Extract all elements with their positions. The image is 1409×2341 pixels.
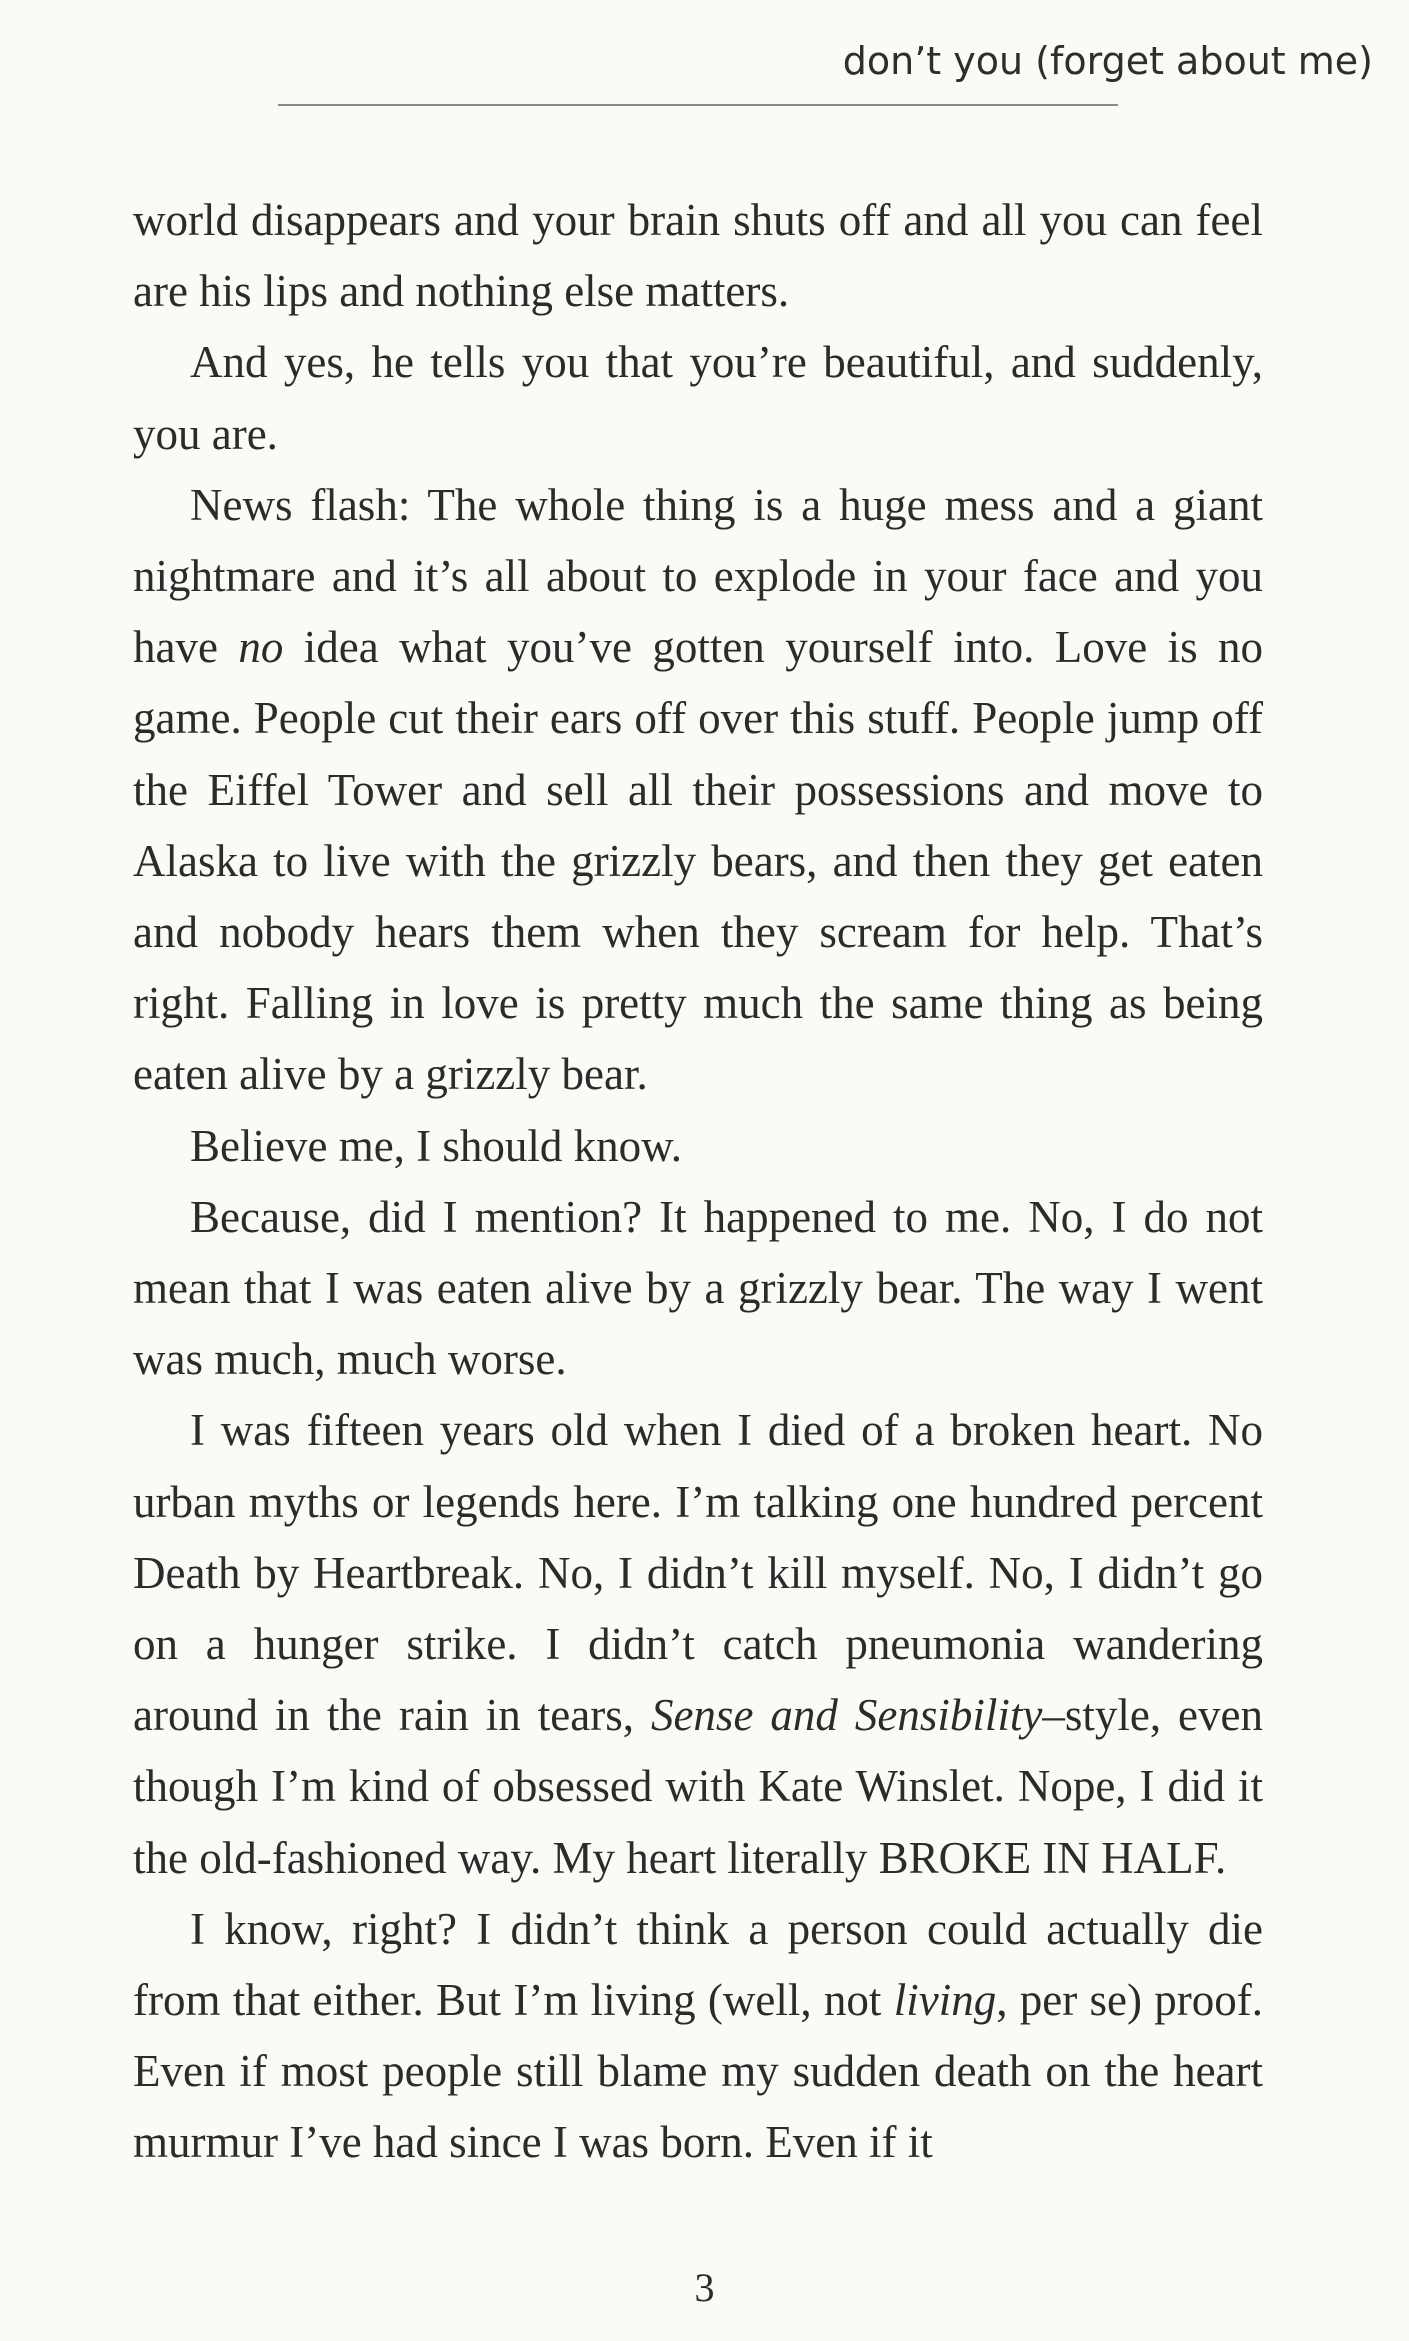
paragraph-text: And yes, he tells you that you’re beautiful, and suddenly, you are. — [133, 337, 1263, 459]
italic-text: no — [238, 622, 284, 673]
header-rule — [278, 104, 1118, 106]
paragraph-text: Believe me, I should know. — [190, 1120, 682, 1171]
page-number: 3 — [694, 2265, 715, 2310]
paragraph-text: world disappears and your brain shuts off and all you can feel are his lips and nothing else matters. — [133, 195, 1263, 317]
italic-text: living — [893, 1975, 997, 2026]
paragraph — [133, 1111, 1263, 1182]
paragraph — [133, 327, 1263, 469]
paragraph-text: I know, right? I didn’t think a person could actually die from that either. But I’m living (well, not — [133, 1903, 1263, 2026]
paragraph-text: News flash: The whole thing is a huge mess and a giant nightmare and it’s all about to explode in your face and you have — [133, 479, 1263, 673]
body-text — [133, 185, 1263, 2179]
paragraph — [133, 1182, 1263, 1396]
running-head: don’t you (forget about me) — [842, 39, 1373, 83]
paragraph-text: –style, even though I’m kind of obsessed with Kate Winslet. Nope, I did it the old-fashioned way. My heart literally BROKE IN HALF. — [133, 1690, 1264, 1883]
paragraph — [133, 470, 1263, 1111]
paragraph-text: , per se) proof. Even if most people still blame my sudden death on the heart murmur I’ve had since I was born. Even if it — [133, 1975, 1263, 2168]
italic-text: Sense and Sensibility — [650, 1690, 1043, 1741]
paragraph — [133, 1395, 1263, 1893]
paragraph — [133, 1894, 1263, 2179]
paragraph-text: idea what you’ve gotten yourself into. Love is no game. People cut their ears off over this stuff. People jump off the Eiffel Tower and sell all their possessions and move to Alaska to live with the grizzly bears, and then they get eaten and nobody hears them when they scream for help. That’s right. Falling in love is pretty much the same thing as being eaten alive by a grizzly bear. — [133, 622, 1263, 1100]
paragraph-text: Because, did I mention? It happened to me. No, I do not mean that I was eaten alive by a grizzly bear. The way I went was much, much worse. — [133, 1191, 1263, 1385]
paragraph-text: I was fifteen years old when I died of a broken heart. No urban myths or legends here. I’m talking one hundred percent Death by Heartbreak. No, I didn’t kill myself. No, I didn’t go on a hunger strike. I didn’t catch pneumonia wandering around in the rain in tears, — [133, 1405, 1263, 1741]
paragraph — [133, 185, 1263, 327]
